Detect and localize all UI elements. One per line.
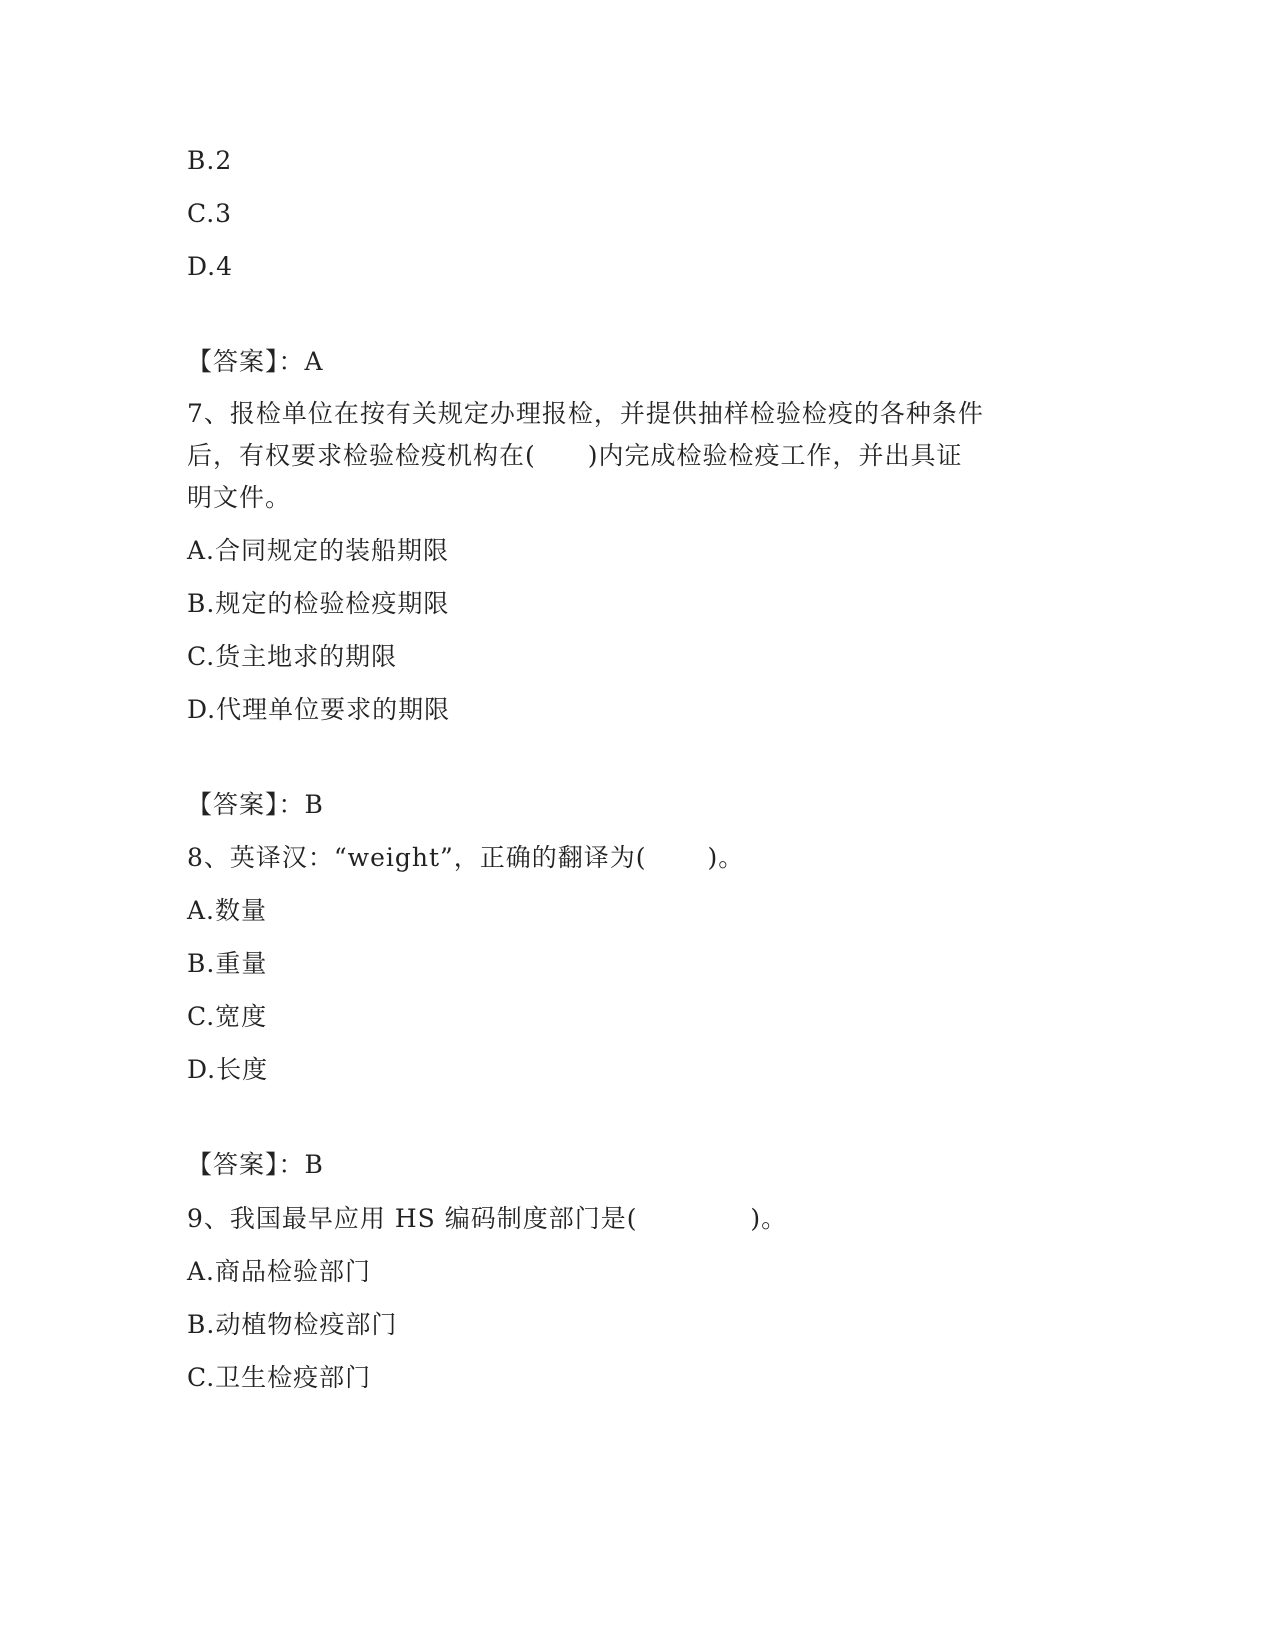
prev-option-b: B.2: [187, 146, 233, 175]
q7-stem-line-3: 明文件。: [187, 483, 292, 512]
prev-option-d: D.4: [187, 252, 234, 281]
q8-option-c: C.宽度: [187, 1002, 268, 1031]
q7-option-b: B.规定的检验检疫期限: [187, 589, 450, 618]
q7-answer: 【答案】：B: [187, 790, 324, 819]
q7-stem-line-2: 后，有权要求检验检疫机构在( )内完成检验检疫工作，并出具证: [187, 441, 963, 470]
q7-option-d: D.代理单位要求的期限: [187, 695, 451, 724]
q8-stem: 8、英译汉：“weight”，正确的翻译为( )。: [187, 843, 745, 872]
q8-answer: 【答案】：B: [187, 1150, 324, 1179]
q9-option-b: B.动植物检疫部门: [187, 1310, 398, 1339]
q9-option-c: C.卫生检疫部门: [187, 1363, 372, 1392]
q8-option-b: B.重量: [187, 949, 268, 978]
q9-stem: 9、我国最早应用 HS 编码制度部门是( )。: [187, 1204, 788, 1233]
q8-option-a: A.数量: [187, 896, 268, 925]
prev-answer: 【答案】：A: [187, 347, 324, 376]
q7-option-a: A.合同规定的装船期限: [187, 536, 450, 565]
q9-option-a: A.商品检验部门: [187, 1257, 372, 1286]
prev-option-c: C.3: [187, 199, 233, 228]
q8-option-d: D.长度: [187, 1055, 269, 1084]
q7-stem-line-1: 7、报检单位在按有关规定办理报检，并提供抽样检验检疫的各种条件: [187, 399, 984, 428]
q7-option-c: C.货主地求的期限: [187, 642, 398, 671]
